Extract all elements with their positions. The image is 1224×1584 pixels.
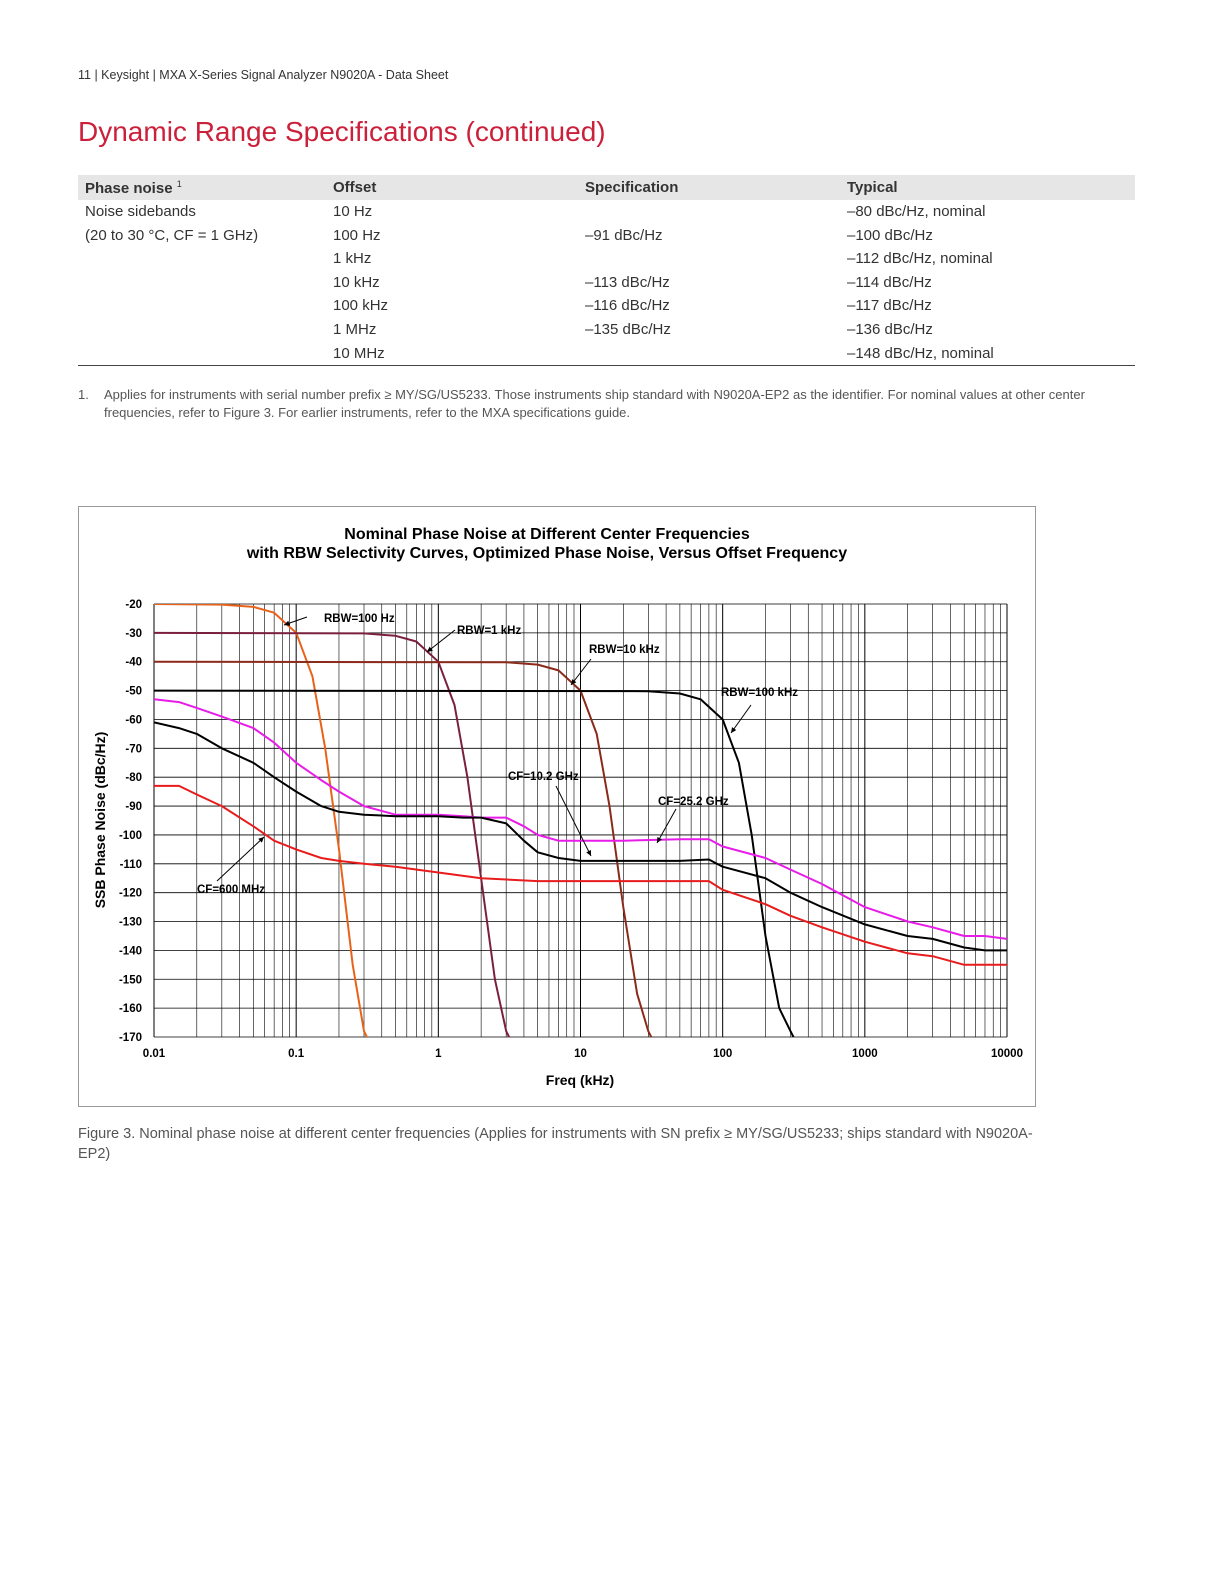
footnote-text: Applies for instruments with serial number prefix ≥ MY/SG/US5233. Those instruments ship standard with N9020A-EP2 as the identifier. For nominal values at other center frequencies, refer to Figure 3. For earlier instruments, refer to the MXA specifications guide. — [104, 387, 1085, 420]
chart-ticks — [119, 599, 1023, 1060]
footnote — [78, 386, 1138, 422]
col-header-typical: Typical — [840, 175, 1135, 200]
y-tick-label: -20 — [125, 599, 142, 611]
table-row — [78, 200, 1135, 224]
x-tick-label: 1000 — [852, 1048, 878, 1060]
annotation-label: RBW=1 kHz — [457, 625, 522, 637]
annotation-leader — [657, 809, 676, 843]
table-cell — [78, 318, 326, 342]
annotation-arrowhead — [731, 727, 736, 733]
x-tick-label: 10000 — [991, 1048, 1023, 1060]
annotation-leader — [217, 837, 264, 881]
table-cell: 10 Hz — [333, 203, 373, 220]
x-tick-label: 0.01 — [142, 1048, 166, 1060]
table-cell: –116 dBc/Hz — [585, 297, 670, 315]
table-cell: (20 to 30 °C, CF = 1 GHz) — [85, 226, 259, 244]
table-cell — [78, 271, 326, 295]
table-cell: –117 dBc/Hz — [847, 297, 932, 315]
y-tick-label: -90 — [125, 801, 142, 814]
table-cell — [78, 294, 326, 318]
table-cell: –91 dBc/Hz — [585, 226, 663, 244]
chart-ylabel: SSB Phase Noise (dBc/Hz) — [92, 731, 108, 909]
footnote-ref: 1 — [176, 178, 182, 189]
table-row — [78, 294, 1135, 318]
table-cell — [578, 342, 840, 366]
page-title: Dynamic Range Specifications (continued) — [78, 116, 606, 147]
x-tick-label: 1 — [435, 1048, 442, 1060]
table-cell: 100 kHz — [333, 297, 389, 315]
x-tick-label: 0.1 — [288, 1048, 305, 1060]
table-row — [78, 247, 1135, 271]
table-cell: 10 MHz — [326, 342, 578, 366]
table-cell: –136 dBc/Hz — [847, 320, 933, 338]
table-row — [78, 271, 1135, 295]
x-tick-label: 100 — [713, 1048, 733, 1060]
y-tick-label: -60 — [125, 714, 142, 727]
table-cell: Noise sidebands — [85, 203, 196, 220]
table-cell: 1 MHz — [333, 320, 377, 338]
footnote-number: 1. — [78, 387, 89, 402]
chart-grid — [154, 604, 1007, 1037]
y-tick-label: -50 — [125, 685, 142, 698]
series-rbw-100-hz — [154, 604, 370, 1043]
table-cell: 10 kHz — [333, 273, 380, 291]
chart-subtitle: with RBW Selectivity Curves, Optimized Phase Noise, Versus Offset Frequency — [246, 545, 848, 562]
table-cell: –148 dBc/Hz, nominal — [840, 342, 1135, 366]
table-cell — [578, 200, 840, 224]
table-cell — [578, 247, 840, 271]
annotation-label: CF=10.2 GHz — [508, 771, 579, 783]
annotation-label: RBW=10 kHz — [589, 644, 660, 656]
figure-frame — [78, 506, 1036, 1107]
series-rbw-100-khz — [154, 691, 796, 1043]
col-header-specification: Specification — [578, 175, 840, 200]
table-row — [78, 224, 1135, 248]
table-row — [78, 318, 1135, 342]
y-tick-label: -160 — [118, 1003, 142, 1016]
table-cell: –114 dBc/Hz — [847, 273, 932, 291]
chart-title: Nominal Phase Noise at Different Center Frequencies — [344, 526, 750, 543]
annotation-label: CF=25.2 GHz — [658, 796, 729, 808]
table-cell — [78, 247, 326, 271]
y-tick-label: -70 — [125, 743, 142, 756]
chart-xlabel: Freq (kHz) — [545, 1072, 615, 1088]
series-rbw-1-khz — [154, 633, 512, 1043]
annotation-leader — [556, 786, 591, 856]
table-cell: 100 Hz — [333, 226, 381, 244]
y-tick-label: -30 — [125, 627, 142, 640]
y-tick-label: -130 — [118, 916, 142, 929]
x-tick-label: 10 — [574, 1048, 587, 1060]
y-tick-label: -100 — [118, 829, 142, 842]
y-tick-label: -40 — [125, 656, 142, 669]
col-header-phase-noise: Phase noise $^1$ — [78, 175, 326, 200]
y-tick-label: -150 — [118, 974, 142, 987]
table-header-row — [78, 175, 1135, 200]
y-tick-label: -140 — [118, 945, 142, 958]
phase-noise-table — [78, 175, 1135, 366]
table-cell: –80 dBc/Hz, nominal — [847, 203, 986, 220]
table-cell: –100 dBc/Hz — [847, 226, 933, 244]
table-cell: –135 dBc/Hz — [585, 320, 671, 338]
y-tick-label: -80 — [125, 772, 142, 785]
table-cell: –112 dBc/Hz, nominal — [847, 250, 993, 268]
annotation-label: RBW=100 Hz — [324, 613, 395, 625]
page-header: 11 | Keysight | MXA X-Series Signal Analyzer N9020A - Data Sheet — [78, 68, 449, 82]
table-cell: 1 kHz — [333, 250, 372, 268]
table-row — [78, 342, 1135, 366]
figure-caption: Figure 3. Nominal phase noise at different center frequencies (Applies for instruments with SN prefix ≥ MY/SG/US5233; ships standard with N9020A-EP2) — [78, 1126, 1033, 1162]
annotation-label: CF=600 MHz — [197, 884, 266, 896]
annotation-label: RBW=100 kHz — [721, 687, 799, 699]
y-tick-label: -170 — [118, 1032, 142, 1044]
table-cell: –113 dBc/Hz — [585, 273, 670, 291]
phase-noise-chart — [79, 507, 1035, 1106]
col-header-offset: Offset — [326, 175, 578, 200]
y-tick-label: -120 — [118, 887, 142, 900]
table-cell — [78, 342, 326, 366]
y-tick-label: -110 — [119, 858, 142, 871]
